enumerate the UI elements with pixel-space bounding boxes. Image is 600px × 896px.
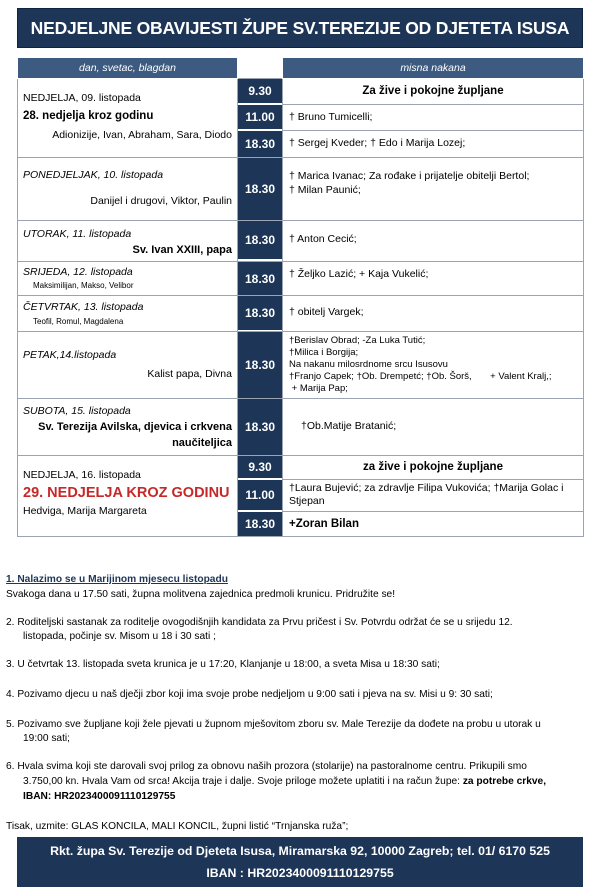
day-cell bbox=[18, 296, 238, 332]
day-feast: Sv. Terezija Avilska, djevica i crkvena bbox=[38, 421, 232, 434]
table-header-row bbox=[18, 58, 584, 79]
day-feast: Sv. Ivan XXIII, papa bbox=[132, 244, 232, 257]
footer-iban: IBAN : HR2023400091110129755 bbox=[206, 866, 394, 880]
day-date: PETAK,14.listopada bbox=[23, 348, 117, 361]
mass-time: 11.00 bbox=[238, 105, 282, 131]
day-row-friday-14 bbox=[18, 331, 584, 398]
day-row-saturday-15 bbox=[18, 398, 584, 455]
day-row-sunday-16 bbox=[18, 455, 584, 536]
mass-intention: † Sergej Kveder; † Edo i Marija Lozej; bbox=[289, 137, 466, 150]
mass-time: 18.30 bbox=[238, 221, 282, 259]
mass-times bbox=[238, 398, 283, 455]
mass-intentions bbox=[283, 296, 584, 332]
notice-6-line2: 3.750,00 kn. Hvala Vam od srca! Akcija traje i dalje. Svoje priloge možete uplatiti i na račun župe: za potrebe crkve, bbox=[23, 776, 547, 788]
day-feast: 29. NEDJELJA KROZ GODINU bbox=[23, 485, 230, 502]
mass-intentions bbox=[283, 79, 584, 158]
mass-time: 18.30 bbox=[238, 158, 282, 220]
day-cell bbox=[18, 158, 238, 221]
day-saints: Teofil, Romul, Magdalena bbox=[33, 317, 124, 327]
mass-intention: † Marica Ivanac; Za rođake i prijatelje obitelji Bertol; † Milan Paunić; bbox=[289, 170, 530, 196]
mass-times bbox=[238, 79, 283, 158]
day-cell bbox=[18, 79, 238, 158]
day-date: SUBOTA, 15. listopada bbox=[23, 404, 131, 417]
mass-time: 18.30 bbox=[238, 512, 282, 536]
notice-2-line2: listopada, počinje sv. Misom u 18 i 30 sati ; bbox=[23, 631, 216, 643]
day-cell bbox=[18, 221, 238, 262]
day-date: NEDJELJA, 16. listopada bbox=[23, 468, 141, 481]
day-date: ČETVRTAK, 13. listopada bbox=[23, 301, 144, 314]
day-date: NEDJELJA, 09. listopada bbox=[23, 92, 141, 104]
mass-intention: †Berislav Obrad; -Za Luka Tutić; †Milica i Borgija; Na nakanu milosrdnome srcu Isusovu †Franjo Capek; †Ob. Drempetć; †Ob. Šorš, + Valent Kralj,; + Marija Pap; bbox=[289, 335, 552, 394]
day-row-tuesday-11 bbox=[18, 221, 584, 262]
mass-time: 18.30 bbox=[238, 131, 282, 157]
mass-time: 18.30 bbox=[238, 399, 282, 455]
footer-address: Rkt. župa Sv. Terezije od Djeteta Isusa, Miramarska 92, 10000 Zagreb; tel. 01/ 6170 525 bbox=[50, 844, 550, 858]
mass-times bbox=[238, 262, 283, 296]
mass-times bbox=[238, 296, 283, 332]
mass-intention: za žive i pokojne župljane bbox=[283, 456, 583, 480]
day-saints: Adionizije, Ivan, Abraham, Sara, Diodo bbox=[52, 128, 232, 141]
notice-6-line1: 6. Hvala svima koji ste darovali svoj prilog za obnovu naših prozora (stolarije) na pastoralnome centru. Prikupili smo bbox=[6, 761, 527, 773]
mass-intentions bbox=[283, 262, 584, 296]
mass-intentions bbox=[283, 455, 584, 536]
mass-intentions bbox=[283, 398, 584, 455]
col-header-day: dan, svetac, blagdan bbox=[18, 58, 238, 79]
day-row-monday-10 bbox=[18, 158, 584, 221]
mass-intention: † obitelj Vargek; bbox=[289, 306, 364, 319]
day-cell bbox=[18, 455, 238, 536]
mass-times bbox=[238, 158, 283, 221]
col-header-intention: misna nakana bbox=[283, 58, 584, 79]
day-cell bbox=[18, 262, 238, 296]
page-title: NEDJELJNE OBAVIJESTI ŽUPE SV.TEREZIJE OD DJETETA ISUSA bbox=[17, 8, 583, 48]
mass-time: 9.30 bbox=[238, 456, 282, 480]
day-saints: Danijel i drugovi, Viktor, Paulin bbox=[90, 195, 232, 208]
mass-schedule-table bbox=[17, 57, 584, 537]
day-cell bbox=[18, 398, 238, 455]
notice-5-line2: 19:00 sati; bbox=[23, 733, 71, 745]
mass-intention: † Anton Cecić; bbox=[289, 233, 357, 246]
mass-times bbox=[238, 221, 283, 262]
mass-intention: +Zoran Bilan bbox=[289, 517, 359, 530]
notice-3: 3. U četvrtak 13. listopada sveta krunica je u 17:20, Klanjanje u 18:00, a sveta Misa u 18:30 sati; bbox=[6, 659, 440, 671]
notices bbox=[6, 573, 594, 834]
day-cell bbox=[18, 331, 238, 398]
notice-6-iban: IBAN: HR2023400091110129755 bbox=[23, 790, 176, 802]
day-feast: naučiteljica bbox=[172, 437, 232, 449]
mass-intentions bbox=[283, 331, 584, 398]
notice-2-line1: 2. Roditeljski sastanak za roditelje ovogodišnjih kandidata za Prvu pričest i Sv. Potvrdu održat će se u srijedu 12. bbox=[6, 616, 513, 628]
day-date: UTORAK, 11. listopada bbox=[23, 228, 132, 240]
mass-intention: Za žive i pokojne župljane bbox=[283, 79, 583, 105]
mass-times bbox=[238, 455, 283, 536]
notice-4: 4. Pozivamo djecu u naš dječji zbor koji ima svoje probe nedjeljom u 9:00 sati i pjeva na sv. Misi u 9: 30 sati; bbox=[6, 688, 493, 700]
mass-intention: †Ob.Matije Bratanić; bbox=[301, 420, 397, 433]
mass-intentions bbox=[283, 158, 584, 221]
day-saints: Kalist papa, Divna bbox=[147, 368, 232, 381]
day-row-wednesday-12 bbox=[18, 262, 584, 296]
day-row-sunday-09 bbox=[18, 79, 584, 158]
mass-time: 9.30 bbox=[238, 79, 282, 105]
mass-time: 18.30 bbox=[238, 332, 282, 398]
notice-1-title: 1. Nalazimo se u Marijinom mjesecu listopadu bbox=[6, 574, 228, 585]
mass-intention: † Bruno Tumicelli; bbox=[283, 105, 583, 131]
mass-time: 18.30 bbox=[238, 262, 282, 295]
day-date: SRIJEDA, 12. listopada bbox=[23, 266, 133, 279]
notice-5-line1: 5. Pozivamo sve župljane koji žele pjevati u župnom mješovitom zboru sv. Male Terezije da dođete na probu u utorak u bbox=[6, 718, 541, 730]
mass-intention: †Laura Bujević; za zdravlje Filipa Vukovića; †Marija Golac i Stjepan bbox=[283, 480, 583, 512]
notice-1-text: Svakoga dana u 17.50 sati, župna molitvena zajednica predmoli krunicu. Pridružite se! bbox=[6, 588, 396, 600]
day-saints: Maksimilijan, Makso, Velibor bbox=[33, 281, 134, 291]
day-saints: Hedviga, Marija Margareta bbox=[23, 504, 147, 517]
footer bbox=[17, 837, 583, 887]
mass-intention: † Željko Lazić; + Kaja Vukelić; bbox=[289, 268, 429, 281]
day-date: PONEDJELJAK, 10. listopada bbox=[23, 169, 164, 181]
mass-intentions bbox=[283, 221, 584, 262]
day-feast: 28. nedjelja kroz godinu bbox=[23, 110, 154, 123]
mass-time: 11.00 bbox=[238, 480, 282, 512]
mass-times bbox=[238, 331, 283, 398]
press-notice: Tisak, uzmite: GLAS KONCILA, MALI KONCIL, župni listić “Trnjanska ruža”; bbox=[6, 820, 349, 832]
mass-time: 18.30 bbox=[238, 296, 282, 330]
day-row-thursday-13 bbox=[18, 296, 584, 332]
